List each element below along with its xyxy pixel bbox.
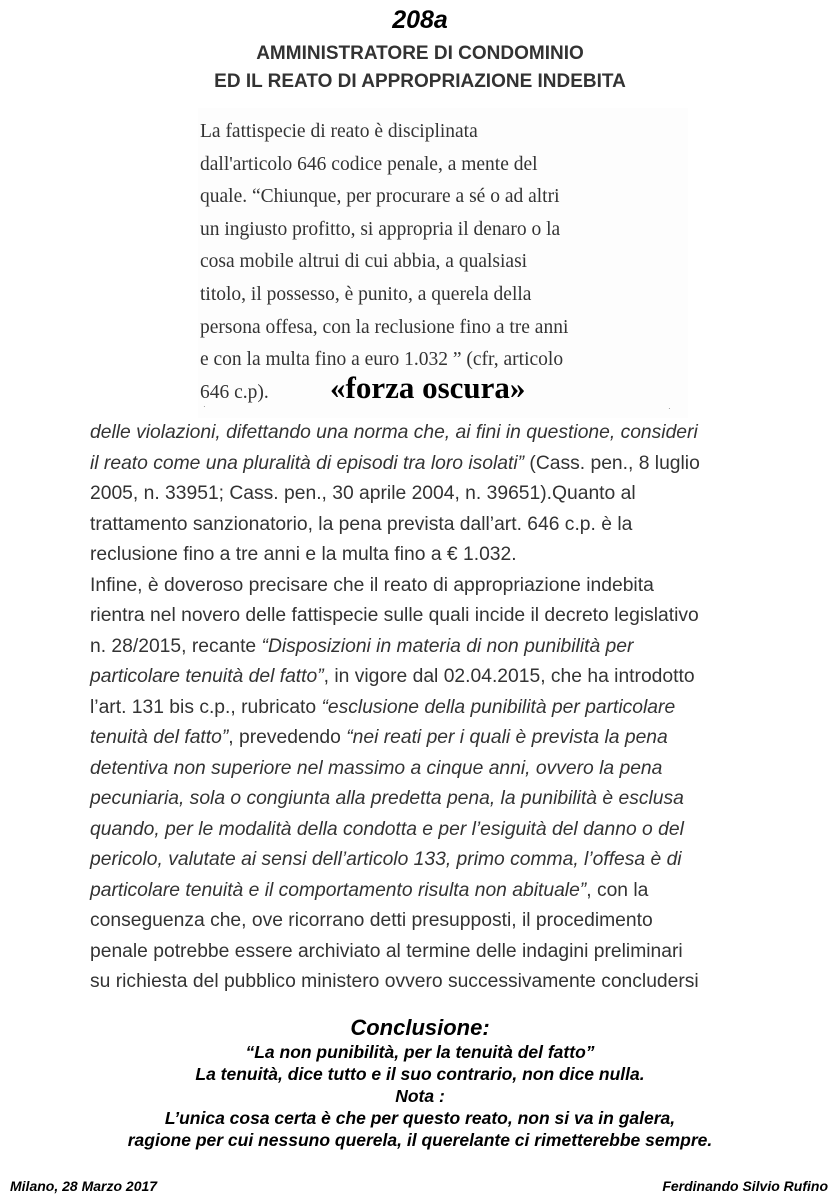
- body-line: pecuniaria, sola o congiunta alla predetta pena, la punibilità è esclusa: [90, 788, 684, 809]
- note-line: L’unica cosa certa è che per questo reato, non si va in galera,: [164, 1108, 676, 1128]
- conclusion-section: [0, 1015, 840, 1151]
- conclusion-heading: Conclusione:: [350, 1015, 490, 1040]
- headline-forza-oscura: «forza oscura»: [330, 370, 526, 405]
- body-italic: il reato come una pluralità di episodi tra loro isolati”: [90, 452, 525, 474]
- body-italic: tenuità del fatto”: [90, 727, 229, 748]
- body-line: quando, per le modalità della condotta e per l’esiguità del danno o del: [90, 818, 684, 840]
- body-italic: “esclusione della punibilità per particolare: [321, 696, 676, 718]
- body-line: [90, 662, 790, 693]
- excerpt-line: La fattispecie di reato è disciplinata: [200, 121, 478, 142]
- excerpt-line: e con la multa fino a euro 1.032 ” (cfr, articolo: [200, 349, 564, 371]
- body-italic: “Disposizioni in materia di non punibilità per: [261, 635, 634, 657]
- body-line: detentiva non superiore nel massimo a cinque anni, ovvero la pena: [90, 757, 663, 779]
- excerpt-line: persona offesa, con la reclusione fino a tre anni: [200, 316, 569, 338]
- body-text: l’art. 131 bis c.p., rubricato: [90, 696, 322, 718]
- body-line: 2005, n. 33951; Cass. pen., 30 aprile 2004, n. 39651).Quanto al: [90, 483, 636, 504]
- body-line: trattamento sanzionatorio, la pena prevista dall’art. 646 c.p. è la: [90, 513, 633, 535]
- article-body: [90, 418, 790, 998]
- document-title: [0, 40, 840, 96]
- page-number: 208a: [392, 6, 448, 34]
- excerpt-line: dall'articolo 646 codice penale, a mente del: [200, 153, 538, 175]
- footer-place-date: Milano, 28 Marzo 2017: [10, 1178, 158, 1194]
- note-heading: Nota :: [395, 1086, 445, 1106]
- excerpt-line: cosa mobile altrui di cui abbia, a qualsiasi: [200, 251, 528, 273]
- body-line: Infine, è doveroso precisare che il reato di appropriazione indebita: [90, 574, 654, 596]
- conclusion-comment: La tenuità, dice tutto e il suo contrario, non dice nulla.: [195, 1064, 645, 1084]
- body-text: n. 28/2015, recante: [90, 635, 262, 657]
- body-text: , con la: [586, 879, 649, 901]
- body-line: [90, 632, 790, 663]
- body-text: (Cass. pen., 8 luglio: [524, 452, 700, 474]
- body-line: [90, 693, 790, 724]
- excerpt-line: un ingiusto profitto, si appropria il denaro o la: [200, 218, 561, 240]
- footer-author: Ferdinando Silvio Rufino: [662, 1178, 828, 1194]
- body-text: , in vigore dal 02.04.2015, che ha introdotto: [323, 666, 695, 687]
- title-line-1: AMMINISTRATORE DI CONDOMINIO: [256, 43, 584, 64]
- body-line: delle violazioni, difettando una norma che, ai fini in questione, consideri: [90, 422, 698, 443]
- note-line: ragione per cui nessuno querela, il querelante ci rimetterebbe sempre.: [127, 1130, 713, 1150]
- body-italic: “nei reati per i quali è prevista la pena: [346, 727, 668, 748]
- body-italic: particolare tenuità e il comportamento risulta non abituale”: [90, 879, 587, 901]
- body-line: su richiesta del pubblico ministero ovvero successivamente concludersi: [90, 971, 699, 992]
- body-line: [90, 723, 790, 754]
- excerpt-line: quale. “Chiunque, per procurare a sé o ad altri: [200, 186, 560, 208]
- body-line: conseguenza che, ove ricorrano detti presupposti, il procedimento: [90, 910, 653, 931]
- body-line: rientra nel novero delle fattispecie sulle quali incide il decreto legislativo: [90, 605, 699, 626]
- body-line: penale potrebbe essere archiviato al termine delle indagini preliminari: [90, 940, 683, 962]
- title-line-2: ED IL REATO DI APPROPRIAZIONE INDEBITA: [214, 71, 626, 92]
- body-line: [90, 449, 790, 480]
- body-line: [90, 876, 790, 907]
- body-text: , prevedendo: [228, 727, 347, 748]
- conclusion-quote: “La non punibilità, per la tenuità del fatto”: [245, 1042, 595, 1062]
- scan-artifact: ·: [203, 402, 206, 411]
- body-italic: particolare tenuità del fatto”: [90, 666, 324, 687]
- body-line: pericolo, valutate ai sensi dell’articolo 133, primo comma, l’offesa è di: [90, 849, 682, 870]
- scan-artifact: ·: [668, 404, 671, 413]
- scanned-excerpt: [200, 116, 680, 409]
- excerpt-line: 646 c.p).: [200, 381, 269, 403]
- body-line: reclusione fino a tre anni e la multa fino a € 1.032.: [90, 544, 517, 565]
- excerpt-line: titolo, il possesso, è punito, a querela della: [200, 283, 532, 305]
